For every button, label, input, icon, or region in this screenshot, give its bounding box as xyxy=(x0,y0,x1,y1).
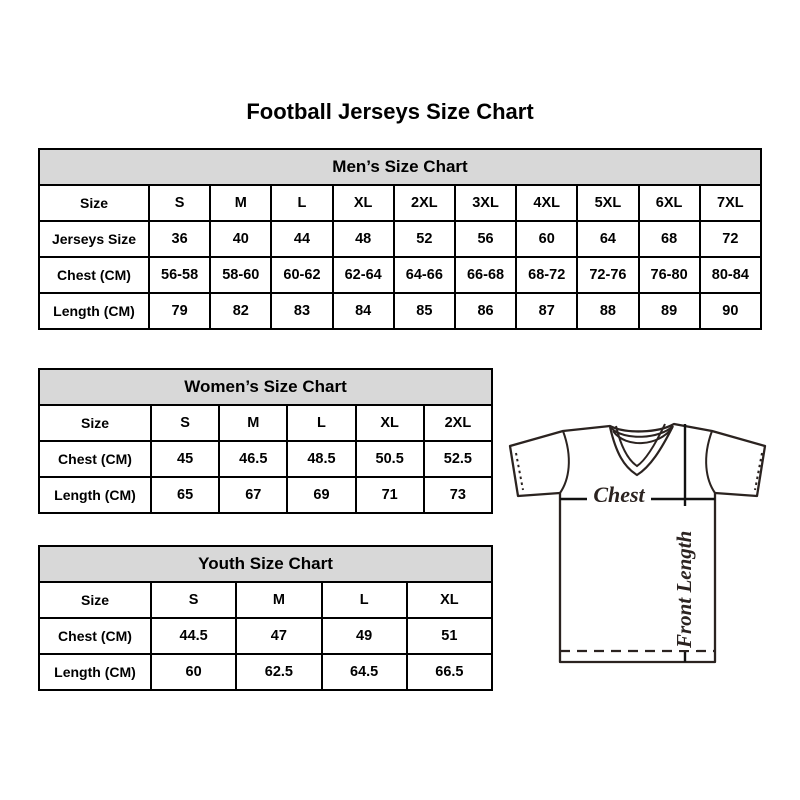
value-cell: 89 xyxy=(639,293,700,329)
page-title: Football Jerseys Size Chart xyxy=(246,99,534,124)
row-label: Chest (CM) xyxy=(39,441,151,477)
row-label: Length (CM) xyxy=(39,477,151,513)
chest-label: Chest xyxy=(593,482,645,507)
table-title: Youth Size Chart xyxy=(39,546,492,582)
value-cell: 51 xyxy=(407,618,492,654)
jersey-measurement-diagram xyxy=(503,400,775,672)
value-cell: 62-64 xyxy=(333,257,394,293)
table-row xyxy=(39,293,761,329)
value-cell: S xyxy=(149,185,210,221)
size-table xyxy=(38,148,762,330)
value-cell: 2XL xyxy=(424,405,492,441)
value-cell: M xyxy=(236,582,321,618)
table-title-row xyxy=(39,149,761,185)
table-row xyxy=(39,582,492,618)
table-title: Men’s Size Chart xyxy=(39,149,761,185)
value-cell: 44 xyxy=(271,221,332,257)
table-row xyxy=(39,405,492,441)
value-cell: 82 xyxy=(210,293,271,329)
value-cell: 66.5 xyxy=(407,654,492,690)
value-cell: 87 xyxy=(516,293,577,329)
value-cell: S xyxy=(151,582,236,618)
value-cell: 64 xyxy=(577,221,638,257)
row-label: Size xyxy=(39,405,151,441)
value-cell: 49 xyxy=(322,618,407,654)
value-cell: 48 xyxy=(333,221,394,257)
table-row xyxy=(39,618,492,654)
value-cell: 44.5 xyxy=(151,618,236,654)
row-label: Chest (CM) xyxy=(39,618,151,654)
value-cell: 68-72 xyxy=(516,257,577,293)
value-cell: 86 xyxy=(455,293,516,329)
value-cell: 60 xyxy=(151,654,236,690)
table-row xyxy=(39,477,492,513)
table-row xyxy=(39,257,761,293)
size-table xyxy=(38,545,493,691)
value-cell: 73 xyxy=(424,477,492,513)
value-cell: 48.5 xyxy=(287,441,355,477)
table-row xyxy=(39,221,761,257)
row-label: Jerseys Size xyxy=(39,221,149,257)
table-title-row xyxy=(39,369,492,405)
value-cell: 62.5 xyxy=(236,654,321,690)
row-label: Size xyxy=(39,185,149,221)
value-cell: 50.5 xyxy=(356,441,424,477)
row-label: Length (CM) xyxy=(39,654,151,690)
value-cell: 66-68 xyxy=(455,257,516,293)
value-cell: S xyxy=(151,405,219,441)
value-cell: 72 xyxy=(700,221,761,257)
value-cell: 56-58 xyxy=(149,257,210,293)
row-label: Chest (CM) xyxy=(39,257,149,293)
value-cell: M xyxy=(219,405,287,441)
value-cell: 80-84 xyxy=(700,257,761,293)
value-cell: 56 xyxy=(455,221,516,257)
value-cell: 47 xyxy=(236,618,321,654)
value-cell: 45 xyxy=(151,441,219,477)
value-cell: 84 xyxy=(333,293,394,329)
value-cell: 5XL xyxy=(577,185,638,221)
value-cell: XL xyxy=(407,582,492,618)
value-cell: 36 xyxy=(149,221,210,257)
value-cell: M xyxy=(210,185,271,221)
value-cell: L xyxy=(287,405,355,441)
row-label: Length (CM) xyxy=(39,293,149,329)
value-cell: 68 xyxy=(639,221,700,257)
mens-size-chart-table xyxy=(38,148,762,330)
womens-size-chart-table xyxy=(38,368,493,514)
value-cell: XL xyxy=(333,185,394,221)
value-cell: L xyxy=(271,185,332,221)
size-table xyxy=(38,368,493,514)
value-cell: 72-76 xyxy=(577,257,638,293)
value-cell: 2XL xyxy=(394,185,455,221)
value-cell: 76-80 xyxy=(639,257,700,293)
table-row xyxy=(39,441,492,477)
table-title-row xyxy=(39,546,492,582)
value-cell: 64.5 xyxy=(322,654,407,690)
table-row xyxy=(39,654,492,690)
value-cell: 58-60 xyxy=(210,257,271,293)
value-cell: 52.5 xyxy=(424,441,492,477)
value-cell: 65 xyxy=(151,477,219,513)
value-cell: XL xyxy=(356,405,424,441)
value-cell: 6XL xyxy=(639,185,700,221)
value-cell: 69 xyxy=(287,477,355,513)
value-cell: 79 xyxy=(149,293,210,329)
front-length-label: Front Length xyxy=(672,530,696,648)
value-cell: 60-62 xyxy=(271,257,332,293)
value-cell: 46.5 xyxy=(219,441,287,477)
value-cell: 40 xyxy=(210,221,271,257)
value-cell: 60 xyxy=(516,221,577,257)
table-row xyxy=(39,185,761,221)
value-cell: 85 xyxy=(394,293,455,329)
value-cell: 3XL xyxy=(455,185,516,221)
value-cell: 64-66 xyxy=(394,257,455,293)
value-cell: 88 xyxy=(577,293,638,329)
value-cell: 90 xyxy=(700,293,761,329)
jersey-outline xyxy=(510,424,765,662)
value-cell: L xyxy=(322,582,407,618)
value-cell: 83 xyxy=(271,293,332,329)
value-cell: 7XL xyxy=(700,185,761,221)
value-cell: 67 xyxy=(219,477,287,513)
value-cell: 52 xyxy=(394,221,455,257)
youth-size-chart-table xyxy=(38,545,493,691)
table-title: Women’s Size Chart xyxy=(39,369,492,405)
row-label: Size xyxy=(39,582,151,618)
value-cell: 71 xyxy=(356,477,424,513)
value-cell: 4XL xyxy=(516,185,577,221)
